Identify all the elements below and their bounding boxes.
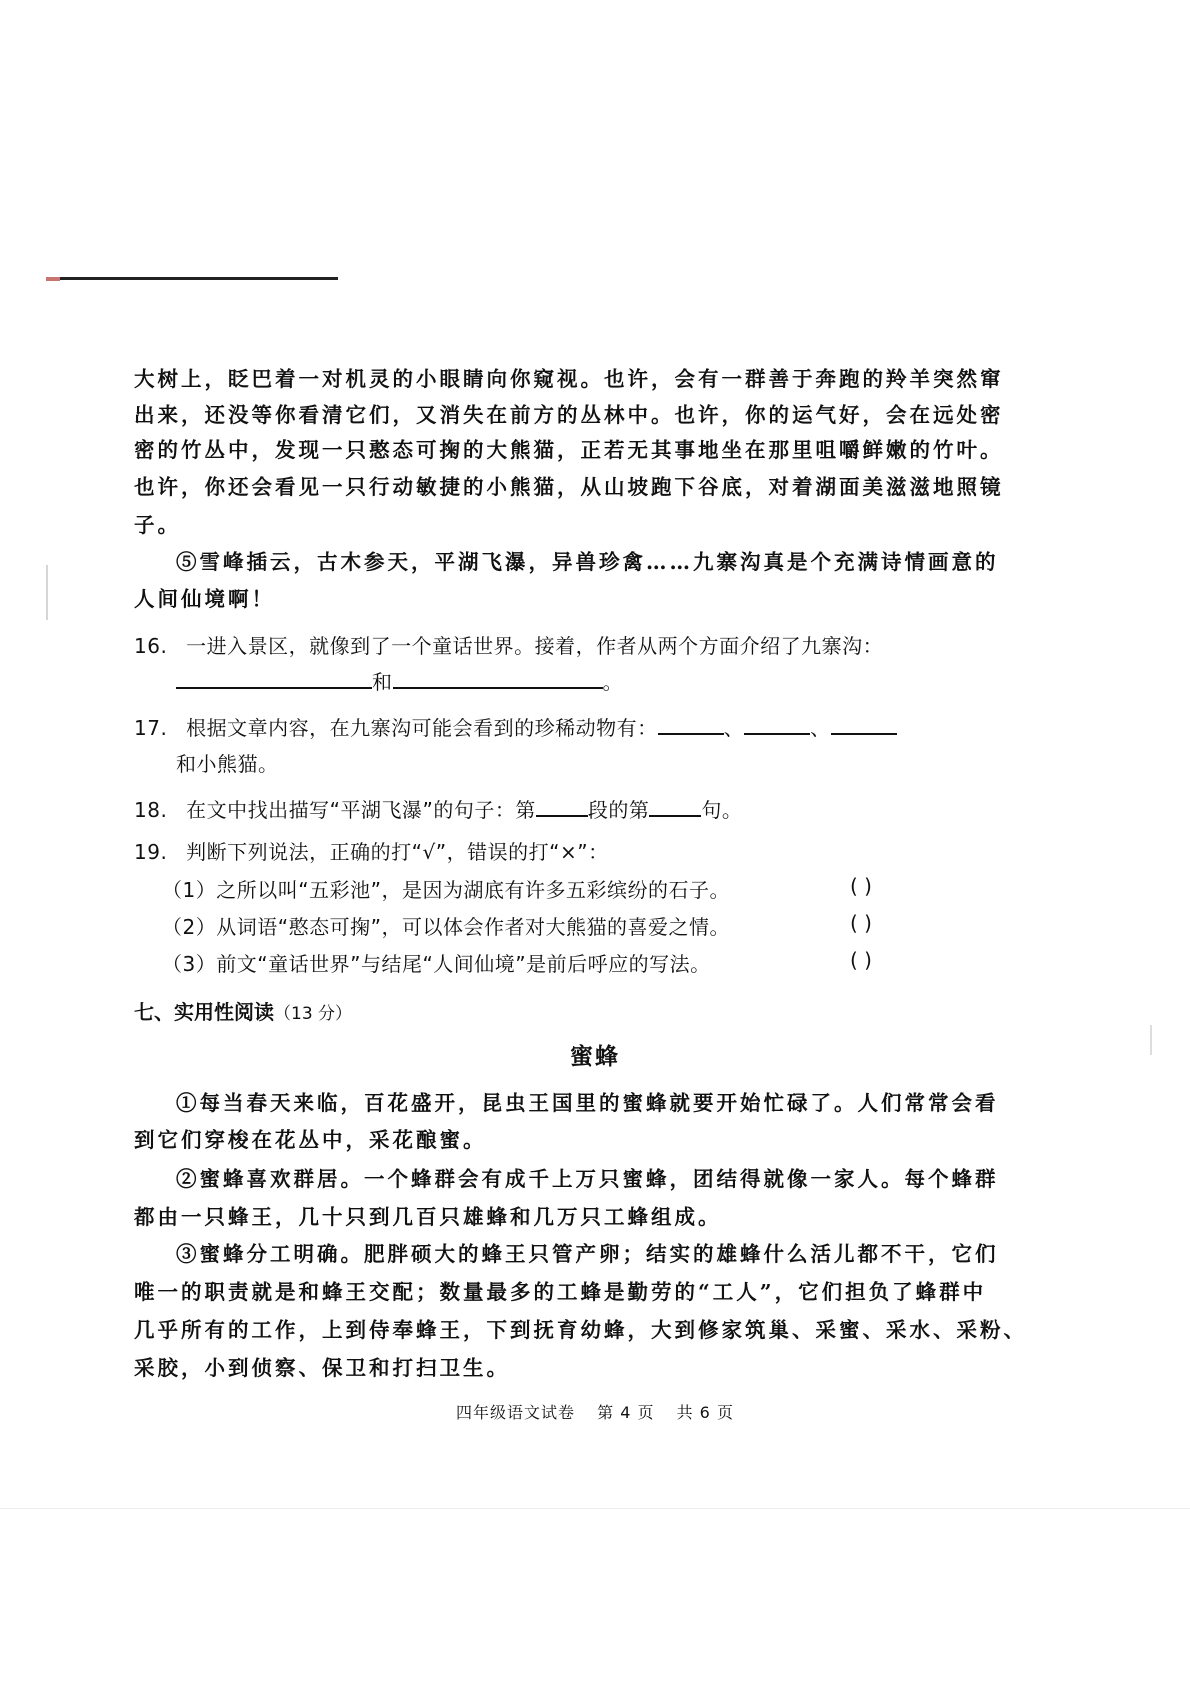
section-7-heading: [134, 996, 352, 1025]
footer-subject: 四年级语文试卷: [456, 1403, 576, 1422]
question-17-blank-1[interactable]: [658, 713, 724, 735]
question-18-text: 在文中找出描写“平湖飞瀑”的句子：第: [186, 798, 536, 822]
article-line-6: 唯一的职责就是和蜂王交配；数量最多的工蜂是勤劳的“工人”，它们担负了蜂群中: [134, 1280, 987, 1304]
question-17: [134, 712, 897, 741]
question-18-mid: 段的第: [587, 798, 650, 822]
passage-line-3: 密的竹丛中，发现一只憨态可掬的大熊猫，正若无其事地坐在那里咀嚼鲜嫩的竹叶。: [134, 438, 1004, 462]
scan-bottom-edge: [0, 1508, 1190, 1509]
question-16-end: 。: [602, 670, 623, 694]
question-16-blank-1[interactable]: [176, 667, 372, 689]
question-19-item-3: （3）前文“童话世界”与结尾“人间仙境”是前后呼应的写法。: [162, 952, 711, 976]
question-17-text: 根据文章内容，在九寨沟可能会看到的珍稀动物有：: [186, 716, 658, 740]
passage-line-5: 子。: [134, 513, 181, 537]
article-line-8: 采胶，小到侦察、保卫和打扫卫生。: [134, 1356, 510, 1380]
question-16-blank-2[interactable]: [393, 667, 603, 689]
article-line-3: ②蜜蜂喜欢群居。一个蜂群会有成千上万只蜜蜂，团结得就像一家人。每个蜂群: [176, 1167, 999, 1191]
article-title: 蜜蜂: [570, 1044, 620, 1070]
question-17-sep-2: 、: [810, 716, 831, 740]
article-line-4: 都由一只蜂王，几十只到几百只雄蜂和几万只工蜂组成。: [134, 1205, 722, 1229]
question-17-blank-3[interactable]: [831, 713, 897, 735]
question-16: [134, 630, 883, 659]
question-18-number: 18.: [134, 798, 168, 822]
passage-line-4: 也许，你还会看见一只行动敏捷的小熊猫，从山坡跑下谷底，对着湖面美滋滋地照镜: [134, 475, 1004, 499]
question-19-number: 19.: [134, 840, 168, 864]
question-16-joiner: 和: [372, 670, 393, 694]
top-divider-tip: [46, 277, 60, 281]
question-19-item-2: （2）从词语“憨态可掬”，可以体会作者对大熊猫的喜爱之情。: [162, 915, 730, 939]
scan-edge-mark: [46, 565, 48, 620]
section-7-score: （13 分）: [274, 1004, 353, 1024]
question-19-text: 判断下列说法，正确的打“√”，错误的打“×”：: [186, 840, 609, 864]
article-line-1: ①每当春天来临，百花盛开，昆虫王国里的蜜蜂就要开始忙碌了。人们常常会看: [176, 1091, 999, 1115]
question-18: [134, 794, 742, 823]
question-18-blank-2[interactable]: [649, 795, 701, 817]
question-18-end: 句。: [701, 798, 743, 822]
question-19-answer-3[interactable]: ( ): [850, 948, 872, 972]
passage-para5-line-1: ⑤雪峰插云，古木参天，平湖飞瀑，异兽珍禽……九寨沟真是个充满诗情画意的: [176, 550, 999, 574]
footer-total: 共 6 页: [676, 1403, 734, 1422]
question-19-answer-2[interactable]: ( ): [850, 911, 872, 935]
question-16-number: 16.: [134, 634, 168, 658]
passage-para5-line-2: 人间仙境啊！: [134, 587, 275, 611]
question-19: [134, 836, 609, 865]
top-divider: [46, 277, 338, 280]
question-19-answer-1[interactable]: ( ): [850, 874, 872, 898]
question-16-answer-row: [176, 666, 623, 695]
question-19-item-1: （1）之所以叫“五彩池”，是因为湖底有许多五彩缤纷的石子。: [162, 878, 730, 902]
question-16-text: 一进入景区，就像到了一个童话世界。接着，作者从两个方面介绍了九寨沟：: [186, 634, 884, 658]
section-7-title: 七、实用性阅读: [134, 1000, 274, 1024]
question-17-line-2: 和小熊猫。: [176, 752, 279, 776]
footer-page: 第 4 页: [597, 1403, 655, 1422]
passage-line-1: 大树上，眨巴着一对机灵的小眼睛向你窥视。也许，会有一群善于奔跑的羚羊突然窜: [134, 367, 1004, 391]
page-footer: [0, 1400, 1190, 1423]
question-18-blank-1[interactable]: [536, 795, 588, 817]
question-17-number: 17.: [134, 716, 168, 740]
passage-line-2: 出来，还没等你看清它们，又消失在前方的丛林中。也许，你的运气好，会在远处密: [134, 403, 1004, 427]
question-17-blank-2[interactable]: [744, 713, 810, 735]
article-line-5: ③蜜蜂分工明确。肥胖硕大的蜂王只管产卵；结实的雄蜂什么活儿都不干，它们: [176, 1242, 999, 1266]
article-line-7: 几乎所有的工作，上到侍奉蜂王，下到抚育幼蜂，大到修家筑巢、采蜜、采水、采粉、: [134, 1318, 1027, 1342]
question-17-sep-1: 、: [723, 716, 745, 740]
article-line-2: 到它们穿梭在花丛中，采花酿蜜。: [134, 1128, 487, 1152]
